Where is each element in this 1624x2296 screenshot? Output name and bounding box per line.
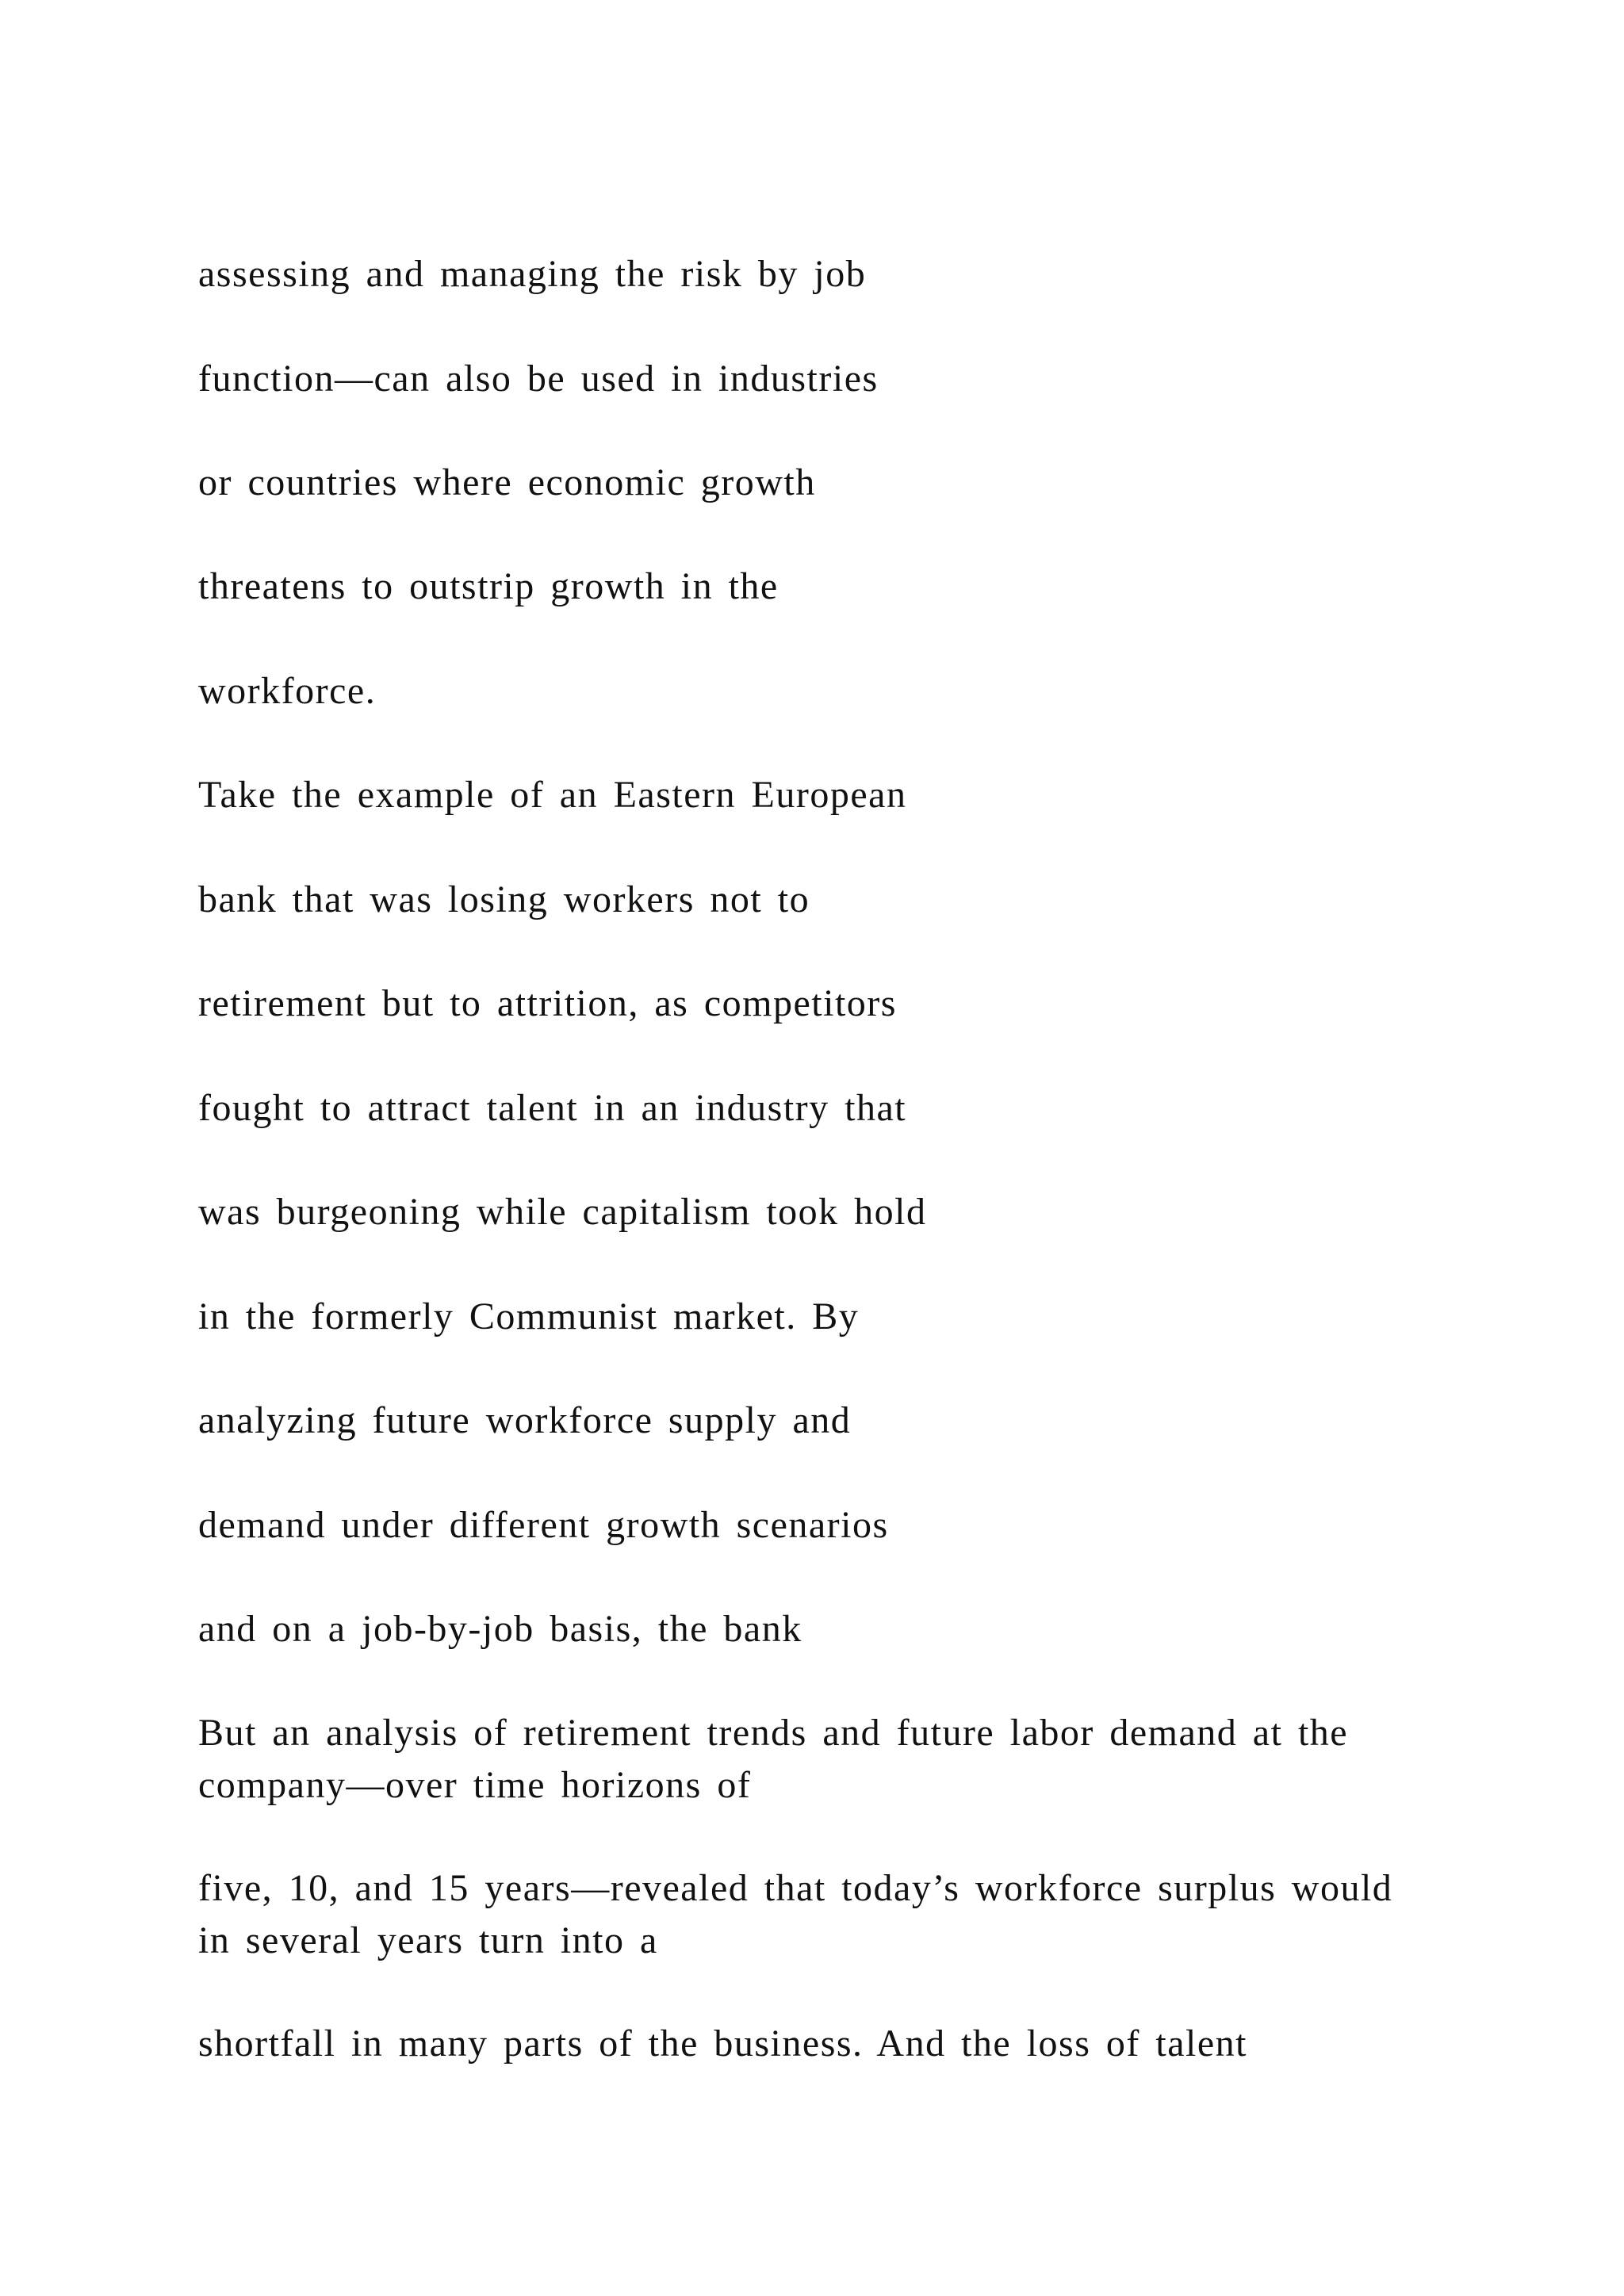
text-line: analyzing future workforce supply and [198, 1399, 852, 1441]
text-line: workforce. [198, 670, 377, 712]
text-line: or countries where economic growth [198, 461, 816, 503]
text-line: function—can also be used in industries [198, 358, 879, 400]
paragraph: shortfall in many parts of the business. And the loss of talent [198, 2022, 1247, 2064]
text-line: threatens to outstrip growth in the [198, 565, 779, 607]
paragraph: But an analysis of retirement trends and future labor demand at the company—over time horizons of [198, 1712, 1349, 1806]
text-line: was burgeoning while capitalism took hold [198, 1191, 927, 1233]
text-line: fought to attract talent in an industry that [198, 1087, 907, 1129]
text-line: in the formerly Communist market. By [198, 1295, 860, 1337]
paragraph: five, 10, and 15 years—revealed that today’s workforce surplus would in several years turn into a [198, 1867, 1393, 1961]
text-line: Take the example of an Eastern European [198, 774, 907, 816]
text-line: demand under different growth scenarios [198, 1504, 889, 1546]
text-line: and on a job-by-job basis, the bank [198, 1608, 802, 1650]
text-line: retirement but to attrition, as competitors [198, 982, 897, 1024]
text-line: assessing and managing the risk by job [198, 253, 867, 295]
text-line: bank that was losing workers not to [198, 878, 810, 920]
